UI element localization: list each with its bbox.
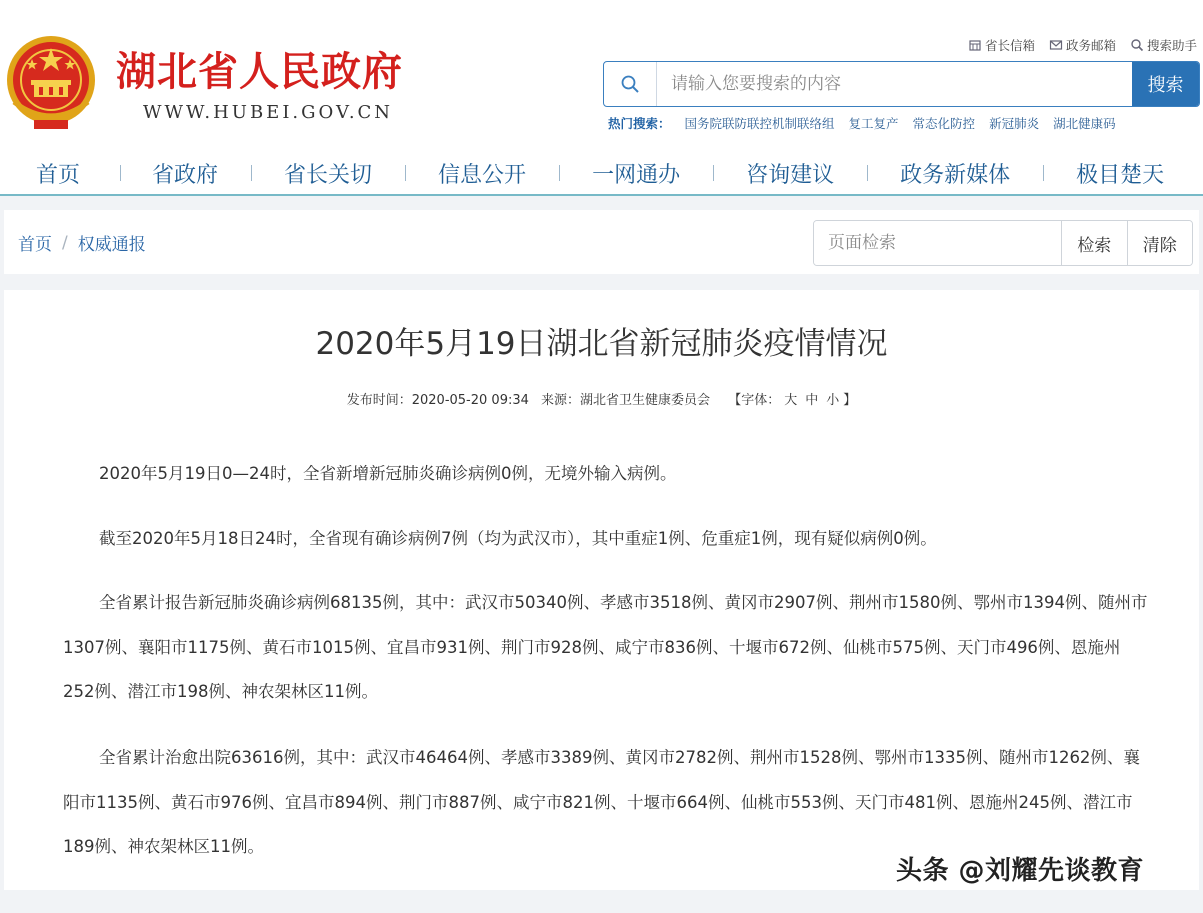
hot-search-item[interactable]: 常态化防控 — [912, 116, 976, 131]
font-size-close: 】 — [843, 393, 857, 408]
nav-item-government[interactable]: 省政府 — [152, 162, 219, 188]
clear-button[interactable]: 清除 — [1127, 221, 1193, 265]
hot-search — [608, 114, 1116, 132]
article-title: 2020年5月19日湖北省新冠肺炎疫情情况 — [315, 326, 888, 362]
article-paragraph: 2020年5月19日0—24时，全省新增新冠肺炎确诊病例0例，无境外输入病例。 — [99, 464, 677, 483]
nav-item-jimu-chutian[interactable]: 极目楚天 — [1076, 162, 1165, 188]
font-small-button[interactable]: 小 — [826, 393, 840, 408]
nav-item-consultation[interactable]: 咨询建议 — [746, 162, 835, 188]
article-meta — [4, 391, 1199, 411]
article-paragraph: 全省累计治愈出院63616例，其中：武汉市46464例、孝感市3389例、黄冈市2782例、荆州市1528例、鄂州市1335例、随州市1262例、襄阳市1135例、黄石市976例、宜昌市894例、荆门市887例、咸宁市821例、十堰市664例、仙桃市553例、天门市481例、恩施州245例、潜江市189例、神农架林区11例。 — [63, 748, 1140, 856]
nav-divider — [251, 165, 252, 181]
font-large-button[interactable]: 大 — [784, 393, 798, 408]
mail-icon — [1049, 38, 1063, 52]
hot-search-label: 热门搜索： — [608, 116, 671, 131]
page-search-input[interactable] — [814, 221, 1061, 265]
gov-mail-link[interactable] — [1049, 36, 1116, 54]
nav-divider — [1043, 165, 1044, 181]
page-search-box — [813, 220, 1193, 266]
gov-mail-label: 政务邮箱 — [1065, 38, 1116, 53]
site-header — [0, 0, 1203, 196]
utility-links — [968, 36, 1197, 54]
nav-divider — [405, 165, 406, 181]
governor-mailbox-label: 省长信箱 — [984, 38, 1035, 53]
page-search-button[interactable]: 检索 — [1061, 221, 1127, 265]
breadcrumb — [18, 230, 146, 255]
nav-divider — [120, 165, 121, 181]
nav-divider — [713, 165, 714, 181]
search-icon[interactable] — [604, 62, 657, 106]
article-source: 来源：湖北省卫生健康委员会 — [541, 393, 711, 408]
watermark: 头条 @刘耀先谈教育 — [896, 856, 1145, 886]
nav-item-home[interactable]: 首页 — [36, 162, 81, 188]
site-search-button[interactable]: 搜索 — [1132, 62, 1199, 106]
nav-item-governor-concerns[interactable]: 省长关切 — [284, 162, 373, 188]
hot-search-item[interactable]: 国务院联防联控机制联络组 — [684, 116, 835, 131]
building-icon — [968, 38, 982, 52]
national-emblem-icon — [4, 32, 98, 132]
nav-divider — [867, 165, 868, 181]
site-url: WWW.HUBEI.GOV.CN — [143, 102, 394, 123]
governor-mailbox-link[interactable] — [968, 36, 1035, 54]
site-title: 湖北省人民政府 — [116, 49, 403, 95]
hot-search-item[interactable]: 新冠肺炎 — [989, 116, 1040, 131]
article-paragraph: 全省累计报告新冠肺炎确诊病例68135例，其中：武汉市50340例、孝感市3518例、黄冈市2907例、荆州市1580例、鄂州市1394例、随州市1307例、襄阳市1175例、黄石市1015例、宜昌市931例、荆门市928例、咸宁市836例、十堰市672例、仙桃市575例、天门市496例、恩施州252例、潜江市198例、神农架林区11例。 — [63, 593, 1148, 701]
breadcrumb-home[interactable]: 首页 — [18, 235, 52, 255]
breadcrumb-separator: / — [62, 232, 68, 253]
main-nav — [0, 152, 1203, 196]
search-icon — [1130, 38, 1144, 52]
article-paragraph: 截至2020年5月18日24时，全省现有确诊病例7例（均为武汉市），其中重症1例、危重症1例，现有疑似病例0例。 — [99, 529, 937, 548]
nav-item-information[interactable]: 信息公开 — [438, 162, 527, 188]
hot-search-item[interactable]: 复工复产 — [848, 116, 899, 131]
site-search-box — [603, 61, 1200, 107]
font-size-label: 【字体： — [728, 393, 781, 408]
font-medium-button[interactable]: 中 — [805, 393, 819, 408]
article — [4, 290, 1199, 890]
search-assistant-link[interactable] — [1130, 36, 1197, 54]
nav-divider — [559, 165, 560, 181]
search-assistant-label: 搜索助手 — [1146, 38, 1197, 53]
breadcrumb-current[interactable]: 权威通报 — [77, 235, 146, 255]
nav-item-new-media[interactable]: 政务新媒体 — [900, 162, 1011, 188]
nav-item-one-stop-service[interactable]: 一网通办 — [592, 162, 681, 188]
publish-time: 发布时间：2020-05-20 09:34 — [346, 393, 529, 408]
hot-search-item[interactable]: 湖北健康码 — [1053, 116, 1116, 131]
site-search-input[interactable] — [657, 62, 1132, 106]
breadcrumb-bar — [4, 210, 1199, 274]
